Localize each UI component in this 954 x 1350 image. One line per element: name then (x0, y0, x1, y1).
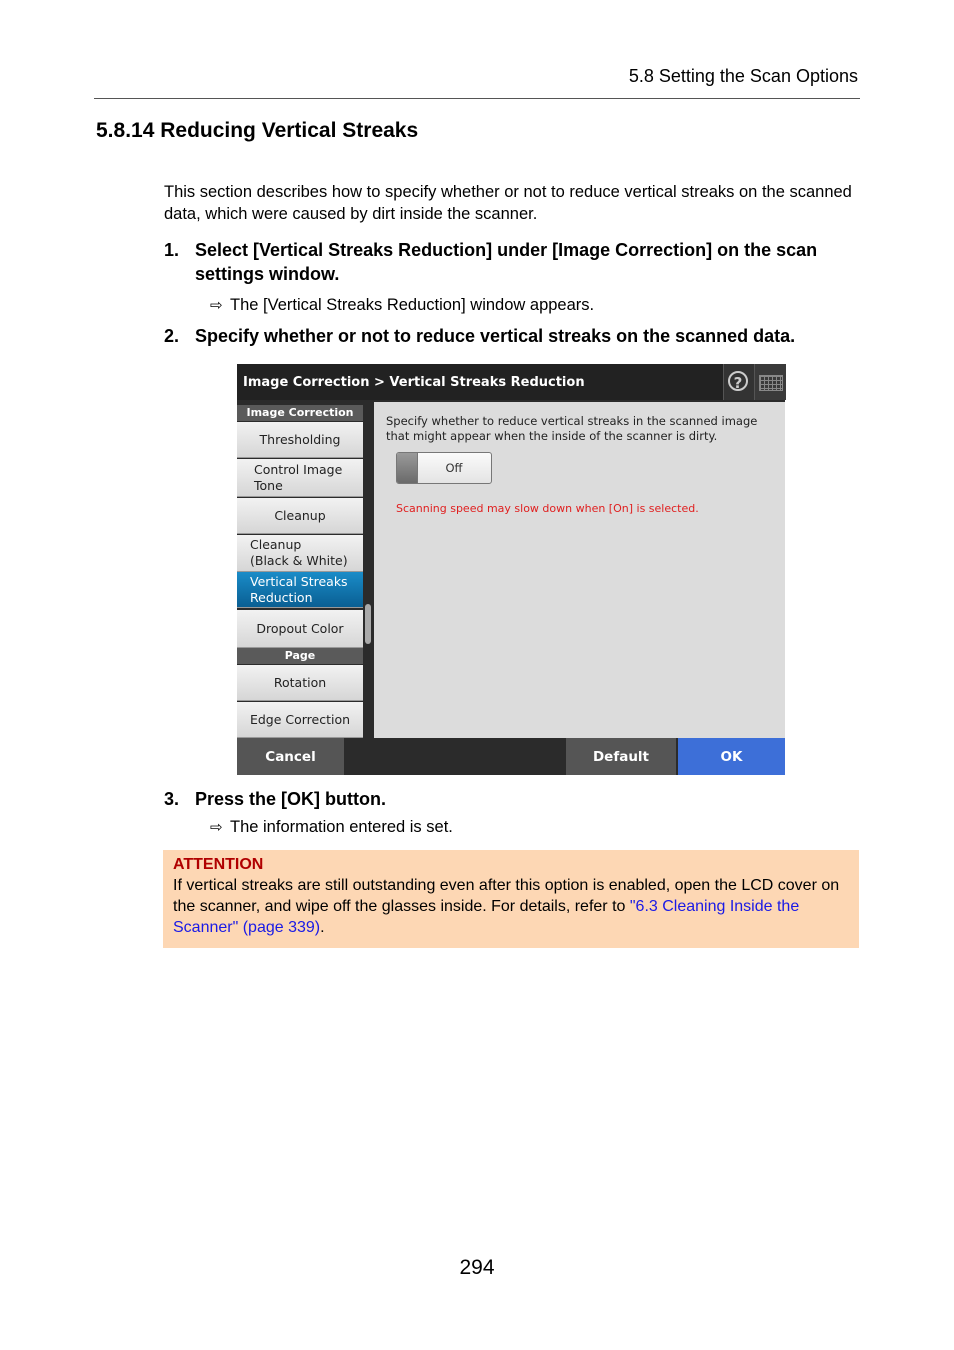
sidebar-scrollbar[interactable] (365, 400, 371, 738)
scanner-screen (237, 364, 785, 775)
menu-item-dropout-color[interactable] (237, 610, 363, 648)
scroll-thumb[interactable] (365, 604, 371, 644)
result-text: The information entered is set. (230, 818, 453, 836)
screen-title: Image Correction > Vertical Streaks Reduction (243, 375, 585, 390)
settings-content (374, 402, 785, 738)
menu-item-label: Cleanup (274, 508, 326, 523)
help-button[interactable] (723, 364, 754, 400)
step-number: 1. (164, 240, 180, 260)
header-rule (94, 98, 860, 99)
toggle-knob[interactable] (397, 453, 418, 483)
step-text: Press the [OK] button. (195, 789, 387, 809)
menu-item-cleanup[interactable] (237, 498, 363, 534)
step-1-result (210, 296, 594, 315)
ok-button[interactable]: OK (678, 738, 785, 775)
group-header-image-correction: Image Correction (237, 405, 363, 421)
step-3-result (210, 818, 453, 837)
attention-box (163, 850, 859, 948)
menu-item-label: Vertical Streaks Reduction (250, 573, 348, 605)
help-icon: ? (728, 371, 748, 391)
screen-bottombar (237, 738, 785, 775)
section-title: 5.8.14 Reducing Vertical Streaks (96, 119, 419, 142)
keyboard-button[interactable] (754, 364, 786, 400)
settings-sidebar (237, 400, 373, 738)
step-number: 3. (164, 789, 180, 809)
step-3 (164, 787, 864, 811)
menu-item-label: Cleanup (Black & White) (250, 537, 348, 568)
step-2 (164, 324, 864, 348)
screen-titlebar (237, 364, 785, 400)
step-number: 2. (164, 326, 180, 346)
attention-heading: ATTENTION (173, 856, 264, 873)
result-arrow-icon: ⇨ (210, 297, 223, 314)
setting-description: Specify whether to reduce vertical streaks in the scanned image that might appear when the inside of the scanner is dirty. (386, 414, 758, 443)
vsr-toggle[interactable] (396, 452, 492, 484)
step-1 (164, 238, 864, 286)
running-head: 5.8 Setting the Scan Options (628, 66, 858, 86)
speed-warning: Scanning speed may slow down when [On] is selected. (396, 502, 699, 515)
menu-item-edge-correction[interactable] (237, 702, 363, 738)
attention-body: If vertical streaks are still outstanding even after this option is enabled, open the LCD cover on the scanner, and wipe off the glasses inside. For details, refer to "6.3 Cleaning Inside the Scanner" (page 339). (173, 877, 840, 936)
menu-item-control-image-tone[interactable] (237, 459, 363, 497)
menu-item-rotation[interactable] (237, 665, 363, 701)
cancel-button[interactable]: Cancel (237, 738, 344, 775)
page-number: 294 (459, 1256, 495, 1279)
step-text: Specify whether or not to reduce vertical streaks on the scanned data. (195, 326, 796, 346)
group-header-page: Page (237, 648, 363, 664)
menu-item-label: Thresholding (259, 432, 341, 447)
menu-item-vertical-streaks-reduction[interactable] (237, 572, 363, 608)
menu-item-cleanup-bw[interactable] (237, 535, 363, 572)
menu-item-label: Edge Correction (249, 712, 351, 727)
result-text: The [Vertical Streaks Reduction] window appears. (230, 296, 595, 314)
default-button[interactable]: Default (566, 738, 676, 775)
menu-item-label: Rotation (273, 675, 327, 690)
intro-paragraph: This section describes how to specify whether or not to reduce vertical streaks on the scanned data, which were caused by dirt inside the scanner. (164, 183, 852, 223)
menu-item-thresholding[interactable] (237, 422, 363, 458)
step-text: Select [Vertical Streaks Reduction] under [Image Correction] on the scan settings window. (195, 240, 818, 284)
toggle-state: Off (445, 461, 463, 475)
result-arrow-icon: ⇨ (210, 819, 223, 836)
menu-item-label: Dropout Color (256, 621, 344, 636)
keyboard-icon (759, 375, 783, 391)
cleaning-link[interactable]: "6.3 Cleaning Inside the Scanner" (page 339) (173, 898, 800, 936)
menu-item-label: Control Image Tone (254, 461, 343, 493)
